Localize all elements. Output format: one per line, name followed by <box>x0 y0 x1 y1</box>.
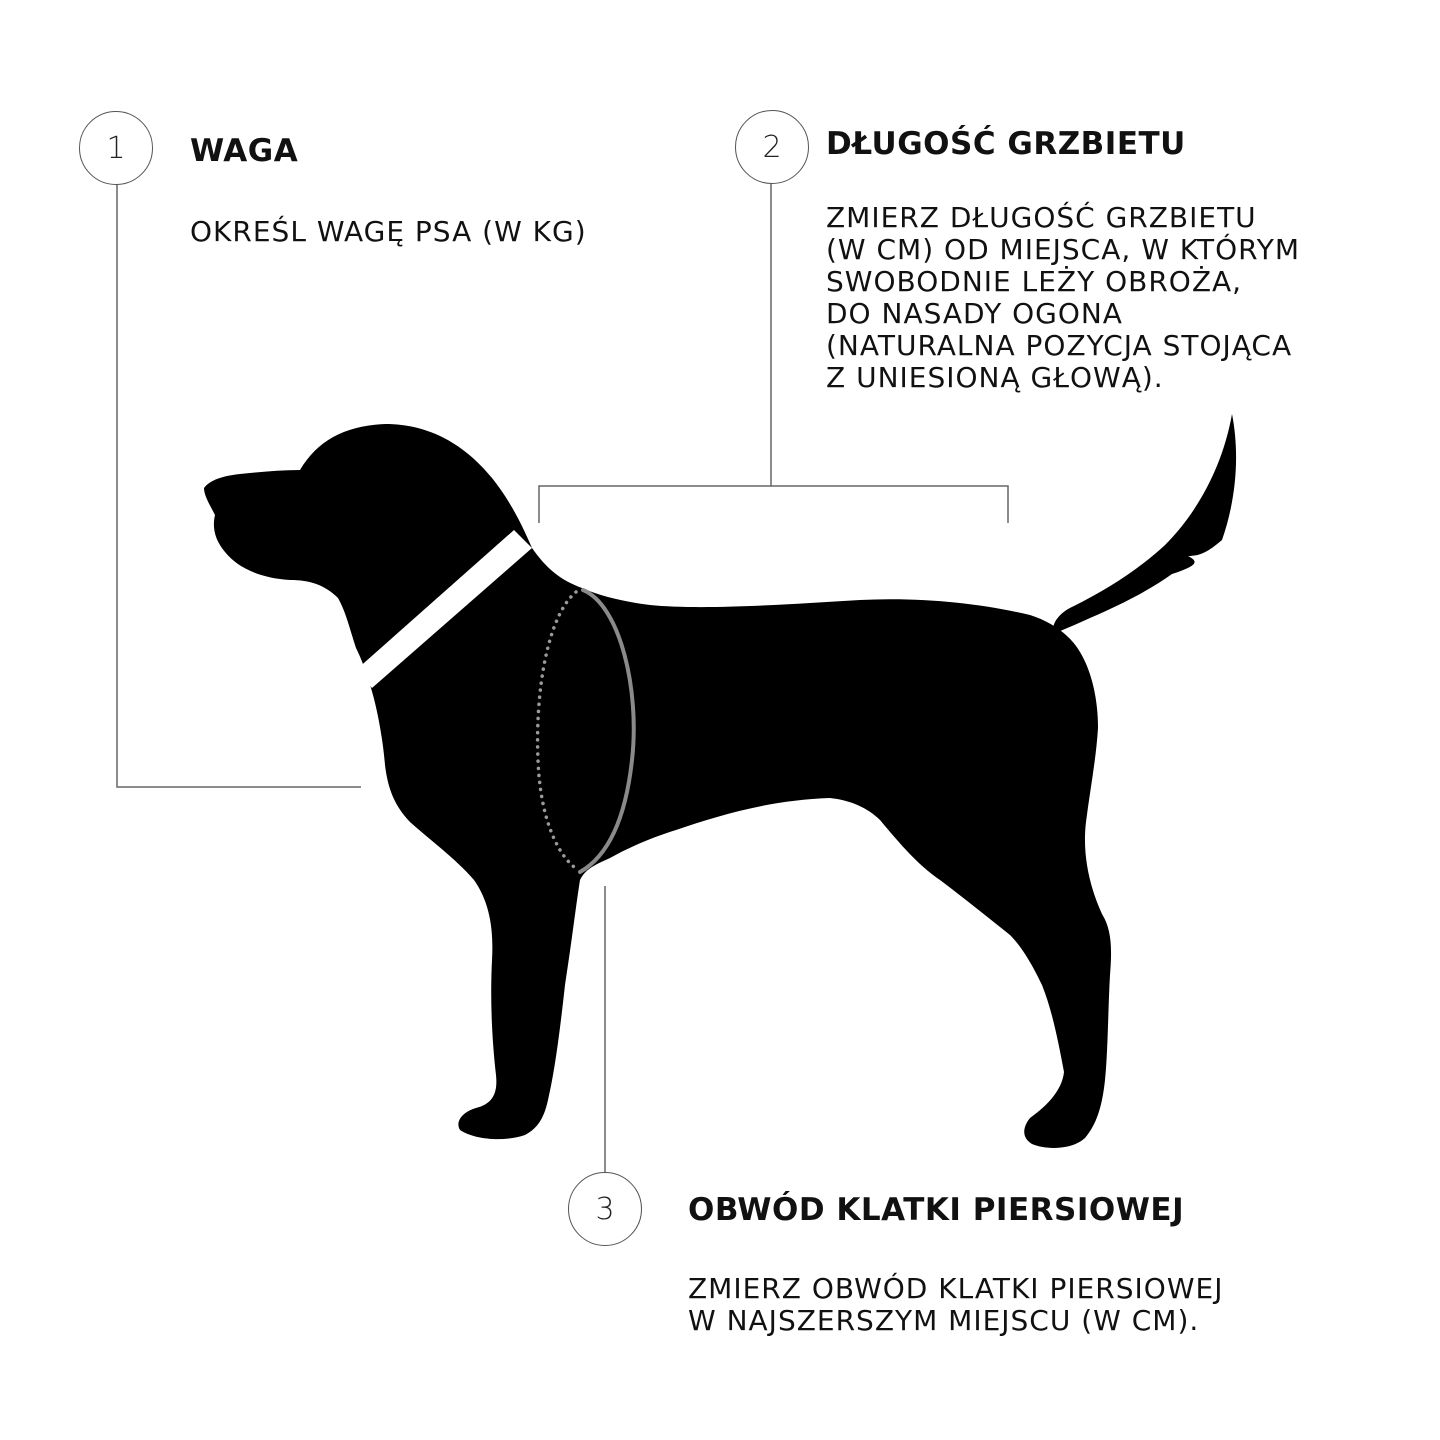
step-2-title: DŁUGOŚĆ GRZBIETU <box>826 126 1186 162</box>
dog-tail <box>1053 414 1236 634</box>
step-3-title: OBWÓD KLATKI PIERSIOWEJ <box>688 1192 1185 1228</box>
step-2-description <box>826 202 1300 394</box>
step-3-badge <box>568 1172 642 1246</box>
step-1-description <box>190 216 587 248</box>
step-1-line: OKREŚL WAGĘ PSA (W KG) <box>190 215 587 248</box>
step-2-line: SWOBODNIE LEŻY OBROŻA, <box>826 265 1243 298</box>
step-2-line: (NATURALNA POZYCJA STOJĄCA <box>826 329 1293 362</box>
step-3-line: W NAJSZERSZYM MIEJSCU (W CM). <box>688 1304 1200 1337</box>
step-3-number: 3 <box>595 1191 615 1227</box>
step-2-number: 2 <box>762 129 782 165</box>
step-2-line: Z UNIESIONĄ GŁOWĄ). <box>826 361 1164 394</box>
step-2-badge <box>735 110 809 184</box>
dog-silhouette-icon <box>204 414 1236 1148</box>
step-3-line: ZMIERZ OBWÓD KLATKI PIERSIOWEJ <box>688 1272 1224 1305</box>
step-3-description <box>688 1273 1223 1337</box>
step-2-line: ZMIERZ DŁUGOŚĆ GRZBIETU <box>826 201 1257 234</box>
back-length-bracket <box>539 486 1008 523</box>
step-2-line: (W CM) OD MIEJSCA, W KTÓRYM <box>826 233 1301 266</box>
step-2-line: DO NASADY OGONA <box>826 297 1123 330</box>
dog-body <box>204 424 1111 1148</box>
step-1-badge <box>79 111 153 185</box>
step-1-number: 1 <box>106 130 126 166</box>
step-1-title: WAGA <box>190 133 299 169</box>
